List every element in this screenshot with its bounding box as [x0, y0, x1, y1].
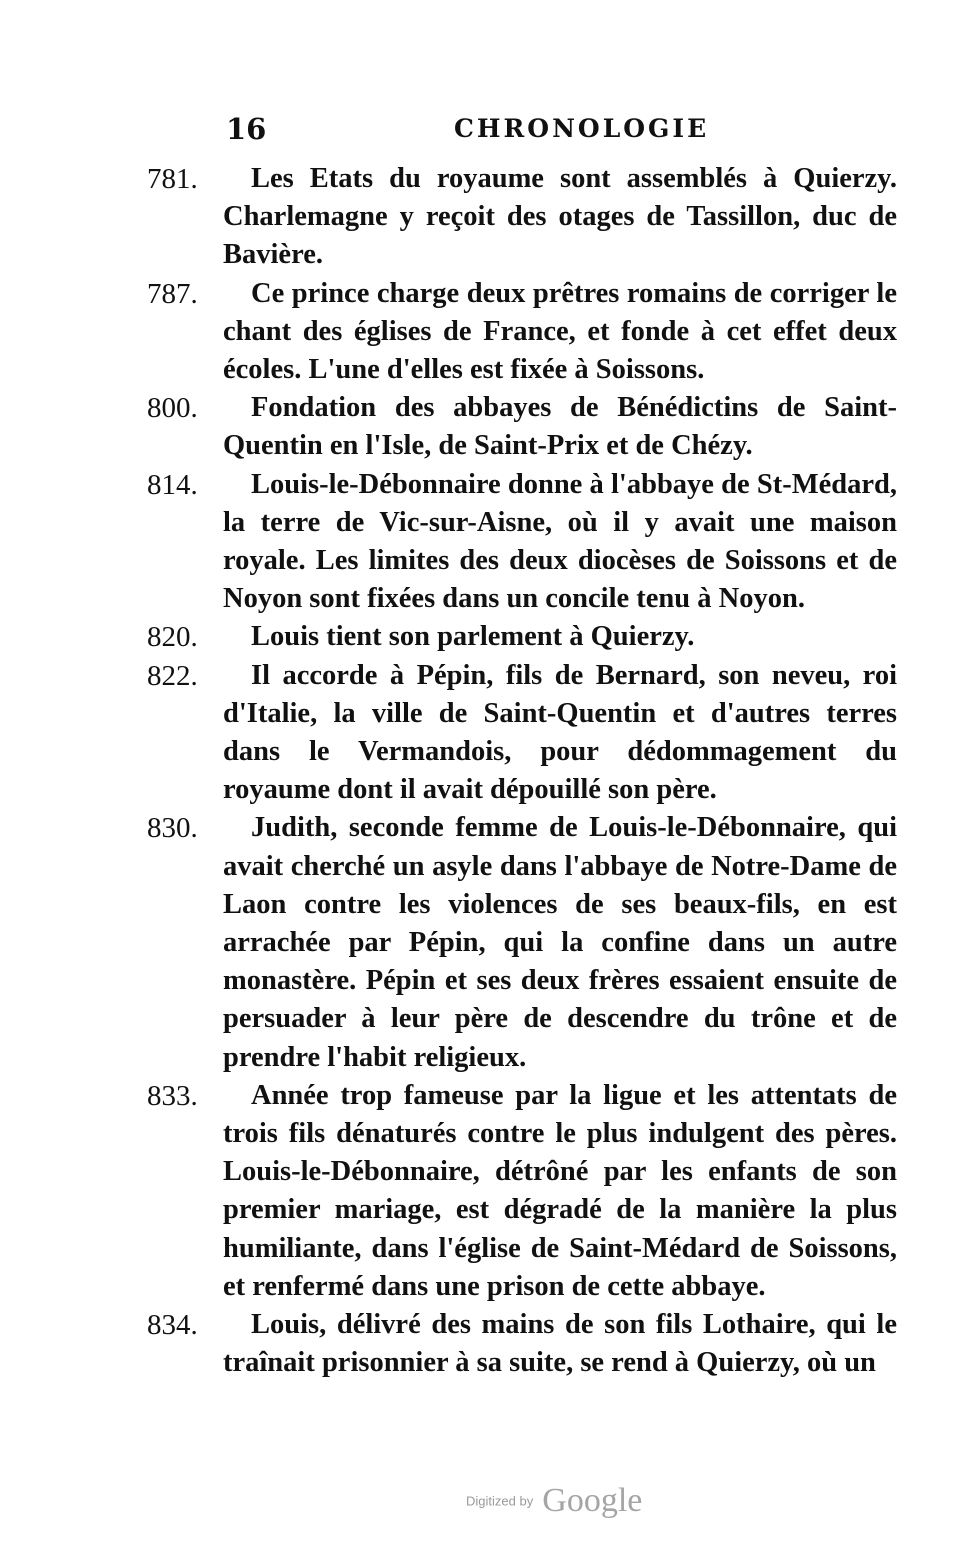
- entry-text: Année trop fameuse par la ligue et les attentats de trois fils dénaturés contre le plus indulgent des pères. Louis-le-Débonnaire, détrôné par les enfants de son premier mariage, est dégradé de la manière la plus humiliante, dans l'église de Saint-Médard de Soissons, et renfermé dans une prison de cette abbaye.: [223, 1079, 897, 1302]
- chronology-entries: [147, 160, 897, 1383]
- chronology-entry: [147, 389, 897, 465]
- entry-text: Judith, seconde femme de Louis-le-Débonnaire, qui avait cherché un asyle dans l'abbaye de Notre-Dame de Laon contre les violences de ses beaux-fils, en est arrachée par Pépin, qui la confine dans un autre monastère. Pépin et ses deux frères essaient ensuite de persuader à leur père de descendre du trône et de prendre l'habit religieux.: [223, 812, 897, 1073]
- chronology-entry: [147, 275, 897, 390]
- running-title: CHRONOLOGIE: [454, 114, 710, 143]
- entry-text: Il accorde à Pépin, fils de Bernard, son neveu, roi d'Italie, la ville de Saint-Quentin et d'autres terres dans le Vermandois, pour dédommagement du royaume dont il avait dépouillé son père.: [223, 659, 897, 806]
- digitization-watermark: [466, 1482, 642, 1526]
- chronology-entry: [147, 809, 897, 1076]
- entry-year: 781.: [147, 163, 198, 195]
- digitized-by-label: Digitized by: [466, 1493, 534, 1509]
- entry-year: 820.: [147, 621, 198, 654]
- entry-text: Les Etats du royaume sont assemblés à Quierzy. Charlemagne y reçoit des otages de Tassillon, duc de Bavière.: [223, 163, 897, 271]
- chronology-entry: [147, 618, 897, 656]
- entry-text: Louis-le-Débonnaire donne à l'abbaye de St-Médard, la terre de Vic-sur-Aisne, où il y avait une maison royale. Les limites des deux diocèses de Soissons et de Noyon sont fixées dans un concile tenu à Noyon.: [223, 468, 897, 615]
- page-number: 16: [226, 112, 267, 146]
- entry-year: 834.: [147, 1309, 198, 1342]
- chronology-entry: [147, 466, 897, 619]
- entry-year: 833.: [147, 1079, 198, 1112]
- entry-text: Louis, délivré des mains de son fils Lothaire, qui le traînait prisonnier à sa suite, se rend à Quierzy, où un: [223, 1309, 897, 1379]
- chronology-entry: [147, 1306, 897, 1382]
- chronology-entry: [147, 160, 897, 275]
- entry-text: Fondation des abbayes de Bénédictins de Saint-Quentin en l'Isle, de Saint-Prix et de Chézy.: [223, 392, 897, 462]
- google-logo: Google: [542, 1482, 643, 1519]
- running-head: [226, 112, 906, 152]
- chronology-entry: [147, 657, 897, 810]
- entry-year: 787.: [147, 277, 198, 310]
- entry-year: 814.: [147, 468, 198, 501]
- chronology-entry: [147, 1077, 897, 1306]
- entry-year: 830.: [147, 812, 198, 845]
- entry-text: Ce prince charge deux prêtres romains de corriger le chant des églises de France, et fonde à cet effet deux écoles. L'une d'elles est fixée à Soissons.: [223, 277, 897, 386]
- entry-text: Louis tient son parlement à Quierzy.: [251, 621, 695, 653]
- entry-year: 800.: [147, 392, 198, 425]
- entry-year: 822.: [147, 659, 198, 692]
